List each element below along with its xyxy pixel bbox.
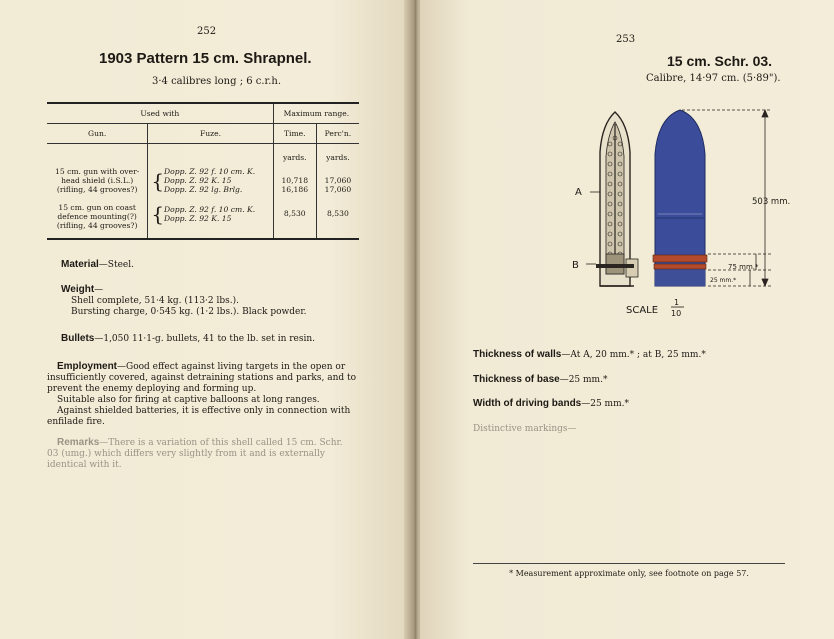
header-fuze: Fuze.	[148, 124, 273, 144]
left-page	[0, 0, 412, 639]
header-time: Time.	[273, 124, 316, 144]
label-a: A	[575, 187, 582, 198]
brace-open-icon: {	[151, 202, 165, 226]
scale-numerator: 1	[674, 298, 680, 307]
header-percn: Perc'n.	[316, 124, 359, 144]
employment-section: Employment—Good effect against living targets in the open or insufficiently covered, against detraining stations and parks, and to prevent the enemy deploying and forming up. Suitable also for firing at captive balloons at long ranges. Against shielded batteries, it is effective only in connection with enfilade fire.	[47, 361, 357, 427]
dim-75-label: 75 mm.*	[728, 263, 759, 271]
units-time: yards.	[273, 144, 316, 167]
header-used-with: Used with	[47, 103, 273, 124]
dim-length-label: 503 mm.	[752, 197, 791, 207]
material-section: Material—Steel.	[61, 259, 134, 270]
header-max-range: Maximum range.	[273, 103, 359, 124]
table-header-row-1	[47, 103, 359, 124]
brace-open-icon: {	[151, 168, 165, 193]
units-percn: yards.	[326, 153, 350, 162]
subtitle-left: 3·4 calibres long ; 6 c.r.h.	[152, 76, 282, 87]
ballistics-table	[47, 102, 359, 240]
table-row: 15 cm. gun on coast defence mounting(?) (rifling, 44 grooves?) { Dopp. Z. 92 f. 10 cm. K. Dopp. Z. 92 K. 15 8,530 8,530	[47, 195, 359, 239]
footnote: * Measurement approximate only, see footnote on page 57.	[473, 563, 785, 578]
page-number-right: 253	[616, 34, 636, 45]
page-number-left: 252	[197, 26, 217, 37]
bullets-section: Bullets—1,050 11·1-g. bullets, 41 to the lb. set in resin.	[61, 333, 316, 344]
table-header-row-2	[47, 124, 359, 144]
scale-denominator: 10	[671, 309, 682, 318]
spec-driving-bands: Width of driving bands—25 mm.*	[473, 398, 629, 409]
header-gun: Gun.	[47, 124, 148, 144]
remarks-section: Remarks—There is a variation of this shell called 15 cm. Schr. 03 (umg.) which differs very slightly from it and is externally identical with it.	[47, 437, 343, 470]
weight-section: Weight— Shell complete, 51·4 kg. (113·2 lbs.). Bursting charge, 0·545 kg. (1·2 lbs.). Black powder.	[61, 284, 307, 317]
shell-exterior-drawing	[653, 110, 707, 286]
shell-diagram	[560, 104, 810, 324]
spec-base: Thickness of base—25 mm.*	[473, 374, 608, 385]
table-units-row	[47, 144, 359, 167]
spec-walls: Thickness of walls—At A, 20 mm.* ; at B, 25 mm.*	[473, 349, 706, 360]
page-title-right: 15 cm. Schr. 03.	[667, 53, 773, 69]
label-b: B	[572, 260, 579, 271]
scale-label: SCALE	[626, 305, 659, 316]
table-row: 15 cm. gun with over- head shield (i.S.L.) (rifling, 44 grooves?) { Dopp. Z. 92 f. 10 cm. K. Dopp. Z. 92 K. 15 Dopp. Z. 92 lg. Brlg. 10,718 16,186 17,060 17,060	[47, 166, 359, 195]
distinctive-markings: Distinctive markings—	[473, 424, 577, 434]
subtitle-right: Calibre, 14·97 cm. (5·89").	[646, 73, 781, 84]
shell-section-drawing	[586, 112, 638, 286]
dim-25-label: 25 mm.*	[710, 277, 737, 284]
page-title-left: 1903 Pattern 15 cm. Shrapnel.	[99, 50, 312, 67]
